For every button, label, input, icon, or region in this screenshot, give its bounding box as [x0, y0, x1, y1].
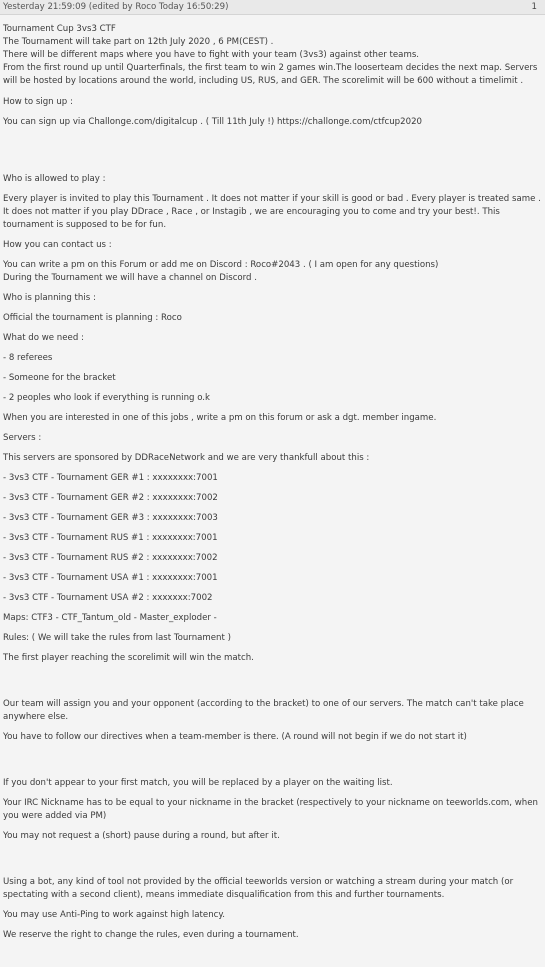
interested-text: When you are interested in one of this jobs , write a pm on this forum or ask a dgt. member ingame.	[3, 413, 437, 423]
post-body	[0, 15, 545, 942]
signup-text: You can sign up via Challonge.com/digitalcup . ( Till 11th July !) https://challonge.com/ctfcup2020	[3, 117, 422, 127]
server-item: - 3vs3 CTF - Tournament RUS #1 : xxxxxxxx:7001	[3, 533, 218, 543]
rules-text: Rules: ( We will take the rules from last Tournament )	[3, 633, 231, 643]
post-number-link[interactable]: 1	[531, 1, 537, 12]
post-title-line: Tournament Cup 3vs3 CTF	[3, 24, 116, 34]
rule-appear: If you don't appear to your first match, you will be replaced by a player on the waiting list.	[3, 778, 393, 788]
post-meta: Yesterday 21:59:09 (edited by Roco Today 16:50:29)	[3, 1, 229, 12]
planning-text: Official the tournament is planning : Roco	[3, 313, 182, 323]
need-item: - 8 referees	[3, 353, 53, 363]
need-item: - 2 peoples who look if everything is running o.k	[3, 393, 211, 403]
contact-line: During the Tournament we will have a channel on Discord .	[3, 273, 257, 283]
need-item: - Someone for the bracket	[3, 373, 116, 383]
rule-irc: Your IRC Nickname has to be equal to your nickname in the bracket (respectively to your nickname on teeworlds.com, when you were added via PM)	[3, 798, 538, 821]
server-item: - 3vs3 CTF - Tournament USA #2 : xxxxxxx:7002	[3, 593, 213, 603]
rule-pause: You may not request a (short) pause during a round, but after it.	[3, 831, 280, 841]
allowed-text: Every player is invited to play this Tournament . It does not matter if your skill is good or bad . Every player is treated same . It does not matter if you play DDrace , Race , or Instagib , we are encouraging you to come and try your best!. This tournament is supposed to be for fun.	[3, 194, 541, 230]
servers-intro: This servers are sponsored by DDRaceNetwork and we are very thankfull about this :	[3, 453, 370, 463]
server-item: - 3vs3 CTF - Tournament GER #2 : xxxxxxxx:7002	[3, 493, 218, 503]
rule-assign: Our team will assign you and your opponent (according to the bracket) to one of our servers. The match can't take place anywhere else.	[3, 699, 524, 722]
server-item: - 3vs3 CTF - Tournament USA #1 : xxxxxxxx:7001	[3, 573, 218, 583]
contact-line: You can write a pm on this Forum or add me on Discord : Roco#2043 . ( I am open for any questions)	[3, 260, 439, 270]
server-item: - 3vs3 CTF - Tournament RUS #2 : xxxxxxxx:7002	[3, 553, 218, 563]
intro-maps-line: There will be different maps where you have to fight with your team (3vs3) against other teams.	[3, 50, 420, 60]
rule-first: The first player reaching the scorelimit will win the match.	[3, 653, 254, 663]
post-header	[0, 0, 545, 15]
rule-directives: You have to follow our directives when a team-member is there. (A round will not begin if we do not start it)	[3, 732, 467, 742]
signup-link[interactable]: https://challonge.com/ctfcup2020	[276, 117, 422, 127]
servers-heading: Servers :	[3, 433, 42, 443]
planning-heading: Who is planning this :	[3, 293, 96, 303]
rule-change: We reserve the right to change the rules, even during a tournament.	[3, 930, 299, 940]
contact-heading: How you can contact us :	[3, 240, 112, 250]
allowed-heading: Who is allowed to play :	[3, 174, 106, 184]
rule-ping: You may use Anti-Ping to work against high latency.	[3, 910, 225, 920]
rule-bot: Using a bot, any kind of tool not provided by the official teeworlds version or watching a stream during your match (or spectating with a second client), means immediate disqualification from this and further tournaments.	[3, 877, 514, 900]
need-heading: What do we need :	[3, 333, 84, 343]
intro-date-line: The Tournament will take part on 12th July 2020 , 6 PM(CEST) .	[3, 37, 274, 47]
intro-rounds-text: From the first round up until Quarterfinals, the first team to win 2 games win.The looserteam decides the next map. Servers will be hosted by locations around the world, including US, RUS, and GER. The scorelimit will be 600 without a timelimit .	[3, 63, 538, 86]
signup-heading: How to sign up :	[3, 97, 73, 107]
server-item: - 3vs3 CTF - Tournament GER #1 : xxxxxxxx:7001	[3, 473, 218, 483]
maps-text: Maps: CTF3 - CTF_Tantum_old - Master_exploder -	[3, 613, 217, 623]
server-item: - 3vs3 CTF - Tournament GER #3 : xxxxxxxx:7003	[3, 513, 218, 523]
